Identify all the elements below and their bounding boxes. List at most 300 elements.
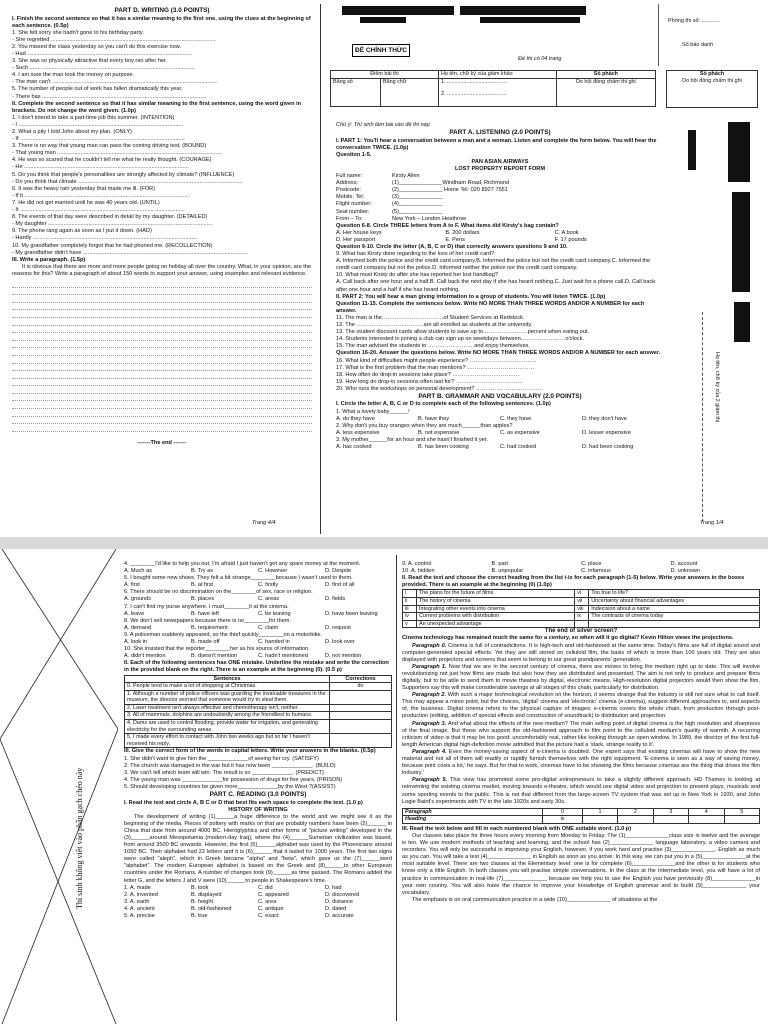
part-c-intro: I. Read the text and circle A, B C or D that best fits each space to complete the text. (1.0 p) [124,799,363,806]
heading-number: ii [403,597,417,605]
part-c-option[interactable]: B. true [191,913,208,919]
candidate-number-label: Số báo danh [682,42,714,48]
paragraph-text: Cinema is full of contradictions. It is high-tech and old-fashioned at the same time. Today's films are full of digital sound and computer-generated special effects. Yet they are still stored on celluloid film, the basis of which is more than 100 years old. They are also displayed with projectors and screens that seem to belong to our great grandparents' generation. [402,642,760,663]
part-c-option[interactable]: B. old-fashioned [191,905,232,912]
paragraph-line[interactable] [12,386,312,394]
redacted-header-4 [480,17,580,23]
answer-cell: 2 [618,808,653,816]
part-c-option[interactable]: D. distance [325,898,353,905]
reading-top-option[interactable]: 9. A. control [402,561,432,567]
form-value[interactable]: New York – London Heathrow [392,215,467,222]
heading-number: i [403,590,417,598]
error-section-title: II. Each of the following sentences has ONE mistake. Underline the mistake and write the correction in the provided blank on the right. There is an example at the beginning (0). (0.5 p) [124,660,389,674]
part-c-option[interactable]: D. discovered [325,891,360,898]
error-row [125,712,392,720]
q6-8-option[interactable]: D. Her passport [336,236,376,243]
rewrite-answer-line[interactable]: - There has .......................................................................................................... [12,93,207,100]
paragraph-label: Paragraph 0. [412,642,449,649]
error-sentence: 4. Dams are used to control flooding, provide water for irrigation, and generating electricity for the surrounding areas. [125,720,330,734]
answer-cell: 4 [689,808,724,816]
q9-option[interactable]: B. Informed the police but not the credit card company. [476,258,612,265]
b1-option[interactable]: D. they don't have [582,415,627,422]
grammar-option[interactable]: C. be leaving [258,610,291,617]
listening-page [336,122,664,527]
part-c-option[interactable]: 5. A. precise [124,913,155,919]
reading-top-option[interactable]: C. place [581,561,602,567]
grammar-question: 7. I can't find my purse anywhere. I must________it at the cinema. [124,603,289,610]
grammar-items [124,561,392,660]
grammar-option[interactable]: B. at first [191,582,214,589]
part-c-option[interactable]: C. area [258,898,277,905]
heading-number: ix [575,613,589,621]
grammar-option[interactable]: B. doesn't mention [191,653,238,660]
b2-options [336,430,664,437]
transform-question: 7. He did not get married until he was 40 years old. (UNTIL) [12,199,160,206]
heading-number: vii [575,597,589,605]
part-c-option[interactable]: D. dated [325,905,347,912]
answer-cell[interactable] [724,816,759,824]
bottom-column-divider [396,555,397,1021]
part-b-title: PART B. GRAMMAR AND VOCABULARY (2.0 POINTS) [418,392,582,400]
writing-sec1-title: I. Finish the second sentence so that it has a similar meaning to the first one, using the clues at the beginning of each sentence. (0.5p) [12,15,311,29]
transform-answer-line[interactable]: - If .......................................................................................................... [12,136,185,143]
paragraph-label: Paragraph 3. [412,720,448,727]
paragraph-label: Paragraph 1. [412,663,449,670]
grammar-option[interactable]: B. made off [191,639,220,646]
b3-option[interactable]: B. has been cooking [418,444,469,451]
rewrite-answer-line[interactable]: - Such .......................................................................................................... [12,65,195,72]
q6-8-option[interactable]: F. 17 pounds [554,236,587,243]
grammar-option[interactable]: B. places [191,596,215,603]
answer-cell: 5 [724,808,759,816]
part-c-option[interactable]: B. displayed [191,891,222,898]
heading-row [403,597,760,605]
form-title-2: LOST PROPERTY REPORT FORM [454,165,546,172]
transform-question: 3. There is no way that young man can pass the coming driving test. (BOUND) [12,143,207,150]
no-write-zone-label: Thí sinh không viết vào phần gạch chéo này [75,767,84,909]
q9-option[interactable]: D. Informed neither the police nor the credit card company. [432,265,578,272]
rewrite-question: 4. I am sure the man took the money on purpose. [12,72,135,79]
part-c-option[interactable]: 4. A. ancient [124,905,155,912]
b1-option[interactable]: C. they have [500,415,532,422]
part-c-option[interactable]: C. exact [258,913,279,919]
paragraph-line[interactable] [12,326,312,334]
error-col-corrections: Corrections [330,675,392,683]
grammar-question: 4. ________I'd like to help you out, I'm afraid I just haven't got any spare money at the moment. [124,561,361,567]
side-header-box [658,4,758,66]
form-value[interactable]: (1)______________Windham Road, Richmond [392,180,510,187]
error-row [125,704,392,712]
form-value[interactable]: (5)______________ [392,208,443,215]
error-correction[interactable] [330,720,392,734]
q10-option[interactable]: B. Call back the next day if she has heard nothing. [429,279,555,286]
grammar-page [124,561,392,1021]
heading-text: The history of cinema [417,597,575,605]
form-label: Seat number: [336,208,370,215]
headings-table [402,589,760,628]
paragraph-text: With such a major technological revolution on the horizon, it seems strange that the industry is still not sure what to call itself. This may appear a minor point, but the choices, 'digital' cinema and 'electronic' cinema (e-cinema), suggest different approaches to, and aspects of, the business. Digital cinema refers to the physical capture of images; e-cinema covers the whole chain, from production through post-production (editing, addition of special effects and construction of soundtrack) to distribution and projection. [402,692,760,720]
q10-text: 10. What must Kirsty do after she has reported her lost handbag? [336,272,498,279]
answer-cell: 0 [543,808,582,816]
transform-question: 2. What a pity I told John about my plan. (ONLY) [12,129,132,135]
q16-20-title: Question 16-20. Answer the questions below. Write NO MORE THAN THREE WORDS AND/OR A NUMBER for each answer. [336,350,661,357]
grammar-option[interactable]: B. have left [191,610,219,617]
side-code-box [666,70,758,108]
answer-note: Chú ý: Thí sinh làm bài vào đề thi này. [336,122,431,128]
q10-option[interactable]: C. Just wait for a phone call. [554,279,625,286]
heading-text: The contrasts of cinema today [589,613,760,621]
part-b-intro: I. Circle the letter A, B, C or D to complete each of the following sentences. (1.0p) [336,401,551,408]
grammar-option[interactable]: D. request [325,624,351,631]
b3-option[interactable]: C. had cooked [500,444,537,451]
b3-option[interactable]: A. has cooked [336,444,372,451]
grammar-option[interactable]: A. Much as [124,568,152,575]
transform-answer-line[interactable]: - He .......................................................................................................... [12,164,189,171]
error-correction[interactable] [330,704,392,712]
word-form-item: 5. Should developing countries be given more_____________by the West ?(ASSIST) [124,783,336,790]
b2-option[interactable]: A. less expensive [336,429,380,436]
grammar-option[interactable]: A. demand [124,624,152,631]
form-row [336,187,664,194]
part-c-option-row [124,906,392,913]
heading-row [403,620,760,628]
listening-p1-question: Question 1-5. [336,151,372,158]
answer-cell: 1 [582,808,617,816]
heading-row [403,605,760,613]
grammar-option[interactable]: A. first [124,582,140,589]
heading-text: Integrating other events into cinema [417,605,575,613]
q16-20-item: 17. What is the first problem that the man mentions? ……………………………… [336,364,535,371]
error-col-sentences: Sentences [125,675,330,683]
b2-option[interactable]: C. as expensive [500,429,540,436]
margin-vertical-rule [702,312,703,522]
transform-answer-line[interactable]: - It .......................................................................................................... [12,207,185,214]
form-row [336,209,664,216]
grammar-question: 10. She insisted that the reporter________her as his source of information. [124,646,310,653]
b2-option[interactable]: D. lesser expensive [582,429,631,436]
q6-8-option[interactable]: E. Pens [445,236,465,243]
error-row [125,720,392,734]
grammar-options [124,596,392,603]
q9-10-title: Question 9-10. Circle the letter (A, B, C or D) that correctly answers questions 9 and 10. [336,244,568,250]
paragraph-line[interactable] [12,401,312,409]
error-row [125,690,392,704]
cloze-tail: The emphasis is on oral communication practice in a wide (10)______________ of situations at the [412,896,658,903]
header-block [330,4,760,122]
heading-text [589,620,760,628]
paragraph-line[interactable] [12,371,312,379]
side-code-label: Số phách [699,71,725,77]
form-label: Postcode: [336,187,361,194]
part-c-option[interactable]: D. had [325,884,342,891]
grammar-option[interactable]: D. fields [325,596,346,603]
q11-15-item: 12. The ………………………………are all enrolled as students at the university. [336,322,533,329]
listening-p2-intro: II. PART 2: You will hear a man giving information to a group of students. You will listen TWICE. (1.0p) [336,293,606,300]
answer-row-label: Paragraph [403,808,543,816]
score-label: Điểm bài thi [331,71,439,79]
q6-8-options [336,230,664,244]
margin-redact-1 [688,130,696,170]
side-code-note: Do hội đồng chấm thi ghi [682,78,742,84]
part-c-option-row [124,885,392,892]
rewrite-answer-line[interactable]: - She regretted .......................................................................................................... [12,36,216,43]
paragraph-line[interactable] [12,303,312,311]
paragraph-label: Paragraph 4. [412,748,449,755]
part-c-option[interactable]: C. did [258,884,273,891]
grammar-option[interactable]: B. requirement [191,624,228,631]
heading-number: iv [403,613,417,621]
grammar-option[interactable]: C. claim [258,624,279,631]
part-c-option[interactable]: 2. A. invented [124,891,158,898]
grammar-question: 9. A policeman suddenly appeared, so the thief quickly________on a motorbike. [124,631,323,638]
part-c-option[interactable]: 1. A. made [124,884,151,891]
writing-answer-lines[interactable] [12,280,312,432]
grammar-option[interactable]: D. not mention [325,653,362,660]
form-value[interactable]: (3)______________ [392,194,443,201]
error-row [125,683,392,691]
column-divider [320,4,321,534]
reading-top-option[interactable]: B. unpopular [491,568,524,575]
paragraph-text: And what about the effects of the new medium? The main selling point of digital cinema is the high resolution and sharpness of the final image. But those who support the old-fashioned approach to film point to the celluloid medium's quality of warmth. A recurring criticism of video is that it may be too good: uncomfortably real, rather like looking through an open window. In 1989, the director of the first full-length American digital high-definition movie admitted that the picture had a 'stark, strange reality to it'. [402,720,760,748]
paragraph-line[interactable] [12,364,312,372]
grammar-option[interactable]: A. grounds [124,596,152,603]
b2-text: 2. Why don't you buy oranges when they are much______than apples? [336,422,513,429]
form-row [336,201,664,208]
grammar-options [124,653,392,660]
reading-paragraph [402,721,760,749]
paragraph-line[interactable] [12,288,312,296]
part-c-option[interactable]: C. appeared [258,891,289,898]
part-c-option[interactable]: B. took [191,884,209,891]
listening-part-title: PART A. LISTENING (2.0 POINTS) [449,129,551,137]
exam-room-label: Phòng thi số: ............ [668,18,720,24]
heading-row [403,590,760,598]
heading-number [575,620,589,628]
b3-option[interactable]: D. had been cooking [582,444,634,451]
paragraph-line[interactable] [12,295,312,303]
exam-sheet-bottom [0,549,768,1024]
q10-option[interactable]: D. Call back after one hour and a half if she has heard nothing. [336,279,656,293]
transform-question: 10. My grandfather completely forgot that he had phoned me. (RECOLLECTION) [12,242,213,249]
form-value[interactable]: Kirsty Allen [392,173,420,180]
invigilator-note: Họ tên, chữ ký của 2 giám thị [714,352,720,423]
grammar-options [124,611,392,618]
grammar-option[interactable]: D. first of all [325,582,355,589]
part-c-option[interactable]: B. height [191,898,214,905]
writing-part-title: PART D. WRITING (3.0 POINTS) [114,7,210,14]
error-sentence: 3. All of mammals, dolphins are undoubtedly among the friendliest to humans. [125,712,330,720]
q16-20-item: 20. Who runs the workshops on personal development? ……………………………… [336,385,544,392]
paragraph-line[interactable] [12,280,312,288]
paragraph-line[interactable] [12,394,312,402]
margin-redact-4 [734,302,750,342]
page-number-right: Trang 1/4 [700,520,724,526]
q6-8-option[interactable]: A. Her house keys [336,229,382,236]
answer-cell[interactable] [689,816,724,824]
transform-question: 1. I don't intend to take a part-time job this summer. (INTENTION) [12,114,175,121]
error-correction[interactable] [330,712,392,720]
form-value[interactable]: (2)______________ Home Tel: 020 8927 7651 [392,187,508,194]
paragraph-line[interactable] [12,417,312,425]
form-label: Address: [336,180,359,187]
rewrite-answer-line[interactable]: - Had .......................................................................................................... [12,50,192,57]
transform-answer-line[interactable]: - I .......................................................................................................... [12,121,184,128]
grammar-option[interactable]: C. hadn't mentioned [258,653,308,660]
transform-answer-line[interactable]: - Hardly .......................................................................................................... [12,235,198,242]
answer-cell[interactable]: ix [543,816,582,824]
grammar-option[interactable]: D. have been leaving [325,610,378,617]
paragraph-text: This view has promoted some pro-digital entrepreneurs to take a slightly different approach. HD Thames is looking at reinventing the existing cinema market, moving towards e-theatre, which would use digital video and projection to present plays, musicals and some sporting events to the public. This is not that different from the large-screen TV system that was set up in New York in 1930, and John Logie Baird's experiments with TV in the late 1920s and early 30s. [402,777,760,805]
error-sentence: 1. Although a number of police officers was guarding the invaluable treasures in the museum, the director worried that someone would try to steal them. [125,690,330,704]
answer-row [403,816,760,824]
rewrite-question: 5. The number of people out of work has fallen dramatically this year. [12,86,183,93]
grammar-option[interactable]: C. firstly [258,582,279,589]
form-value[interactable]: (4)______________ [392,201,443,208]
grammar-options [124,568,392,575]
heading-row [403,613,760,621]
form-label: Full name: [336,173,363,180]
b1-option[interactable]: B. have they [418,415,450,422]
paragraph-line[interactable] [12,318,312,326]
writing-sec3-prompt: It is obvious that there are more and more people going on holiday all over the country. What, in your opinion, are the reasons for this? Write a paragraph of about 150 words to support your answer, using examples and relevant evidence. [12,263,312,277]
word-form-item: 1. She didn't want to give him the _____________of seeing her cry. (SATISFY) [124,755,319,762]
code-note: Do hội đồng chấm thi ghi [556,78,655,106]
error-correction[interactable] [330,734,392,748]
answer-cell[interactable] [582,816,617,824]
score-numeric[interactable]: Bằng số [331,78,381,106]
grammar-option[interactable]: D. look over [325,639,355,646]
grammar-option[interactable]: C. handed in [258,639,290,646]
grammar-option[interactable]: D. Despite [325,568,352,575]
part-c-option-row [124,892,392,899]
grammar-option[interactable]: C. areas [258,596,280,603]
the-end-marker: -------The end ------- [137,439,187,446]
lost-property-form [336,173,664,223]
redacted-header-1 [342,6,454,15]
grammar-option[interactable]: B. Try as [191,568,214,575]
q6-8-option[interactable]: C. A book [554,229,579,236]
part-c-text: The development of writing (1)______a huge difference to the world and we might see it as the beginning of the media. Pieces of pottery with marks on that are probably numbers have been (2)______ in China that date from around 4000 BC. Hieroglyphics and other forms of "picture writing" developed in the (3)______around Mesopotamia (modern-day Iraq), where the (4)______Sumerian civilization was based, from around 3500 BC onwards. However, the first (5)______alphabet was used by the Phoenicians around 1050 BC. Their alphabet had 22 letters and it is (6)______ that it lasted for 1000 years. The first two signs were called "aleph", which in Greek became "alpha" and "beta", which gave us the (7)______word "alphabet". The modern European alphabet is based on the Greek and (8)______to other European countries under the Romans. A number of changes took (9)______as time passed. The Romans added the letter G, and the letters J and V were (10)______to people in Shakespeare's time. [124,813,392,884]
paragraph-line[interactable] [12,424,312,432]
q9-option[interactable]: A. Informed both the police and the credit card company. [336,258,477,265]
transform-answer-line[interactable]: - My grandfather didn't have .......................................................................................................... [12,249,248,256]
q16-20-item: 19. How long do drop-in sessions often last for? ……………………………… [336,378,523,385]
heading-number: v [403,620,417,628]
transform-answer-line[interactable]: - Do you think that climate .......................................................................................................... [12,178,243,185]
transform-answer-line[interactable]: - My daughter .......................................................................................................... [12,221,213,228]
q11-15-item: 13. The student discount cards allow students to save up to……………………percent when eating out. [336,329,589,336]
reading-top-option[interactable]: D. account [670,561,698,567]
reading-paragraph [402,664,760,692]
part-c-option[interactable]: D. accurate [325,913,354,919]
reading-top-option[interactable]: B. part [491,561,508,567]
part-c-subtitle: HISTORY OF WRITING [228,806,288,813]
rewrite-question: 3. She was so physically attractive that every boy ran after her. [12,58,168,65]
paragraph-line[interactable] [12,341,312,349]
error-row [125,734,392,748]
writing-sec2-list [12,115,312,257]
paragraph-line[interactable] [12,348,312,356]
listening-p1-intro: I. PART 1: You'll hear a conversation between a man and a woman. Listen and complete the form below. You will hear the conversation TWICE. (1.0p) [336,137,657,151]
part-c-option-row [124,913,392,920]
answer-cell[interactable] [653,816,688,824]
reading-paragraphs [402,643,760,806]
word-form-item: 2. The church was damaged in the war but it has now been _____________. (BUILD) [124,762,336,769]
page-number-left: Trang 4/4 [252,520,276,526]
paragraph-line[interactable] [12,409,312,417]
grammar-option[interactable]: A. didn't mention [124,653,166,660]
cloze-text: Our classes take place for three hours every morning from Monday to Friday. The (1)______________class size is twelve and the average is ten. We use modern methods of teaching and learning, and the school has (2)______________ language laboratory, a video camera and recorders. You will only be successful in improving your English, however, if you work hard and practise (3)______________. English as much as you can. You will take a test (4)______________ in English as soon as you arrive. In this way, we can put you in a (5)______________at the most suitable level. There are two classes at the Elementary level: one is for complete (6)______________and the other is for students who know only a little English. In both classes you will practise simple conversations. In the class at the Intermediate level, you will have a lot of practice in communication in real-life (7)______________ because we help you to use the English you have previously (8)______________in your own country. You will also have the chance to improve your knowledge of English grammar and to build (9)______________ your vocabulary. [402,832,760,896]
word-form-list [124,756,392,791]
paragraph-text: Even the money-saving aspect of e-cinema is doubted. One expert says that existing cinemas will have to show the new material and not all of them will readily or rapidly furnish themselves with the right equipment. 'E-cinema is seen as a way of saving money, because print costs a lot,' he says. But for that to work, cinemas have to be showing the films because cinemas are the thing that drives the film industry.' [402,748,760,777]
heading-number: viii [575,605,589,613]
b1-option[interactable]: A. do they have [336,415,375,422]
part-c-option[interactable]: 3. A. earth [124,898,150,905]
error-correction[interactable] [330,690,392,704]
q11-15-item: 15. The man advised the students to …………………… and enjoy themselves. [336,343,530,350]
transform-question: 5. Do you think that people's personalities are strongly affected by climate? (INFLUENCE) [12,171,235,178]
redacted-header-2 [360,17,406,23]
score-words[interactable]: Bằng chữ [381,78,439,106]
grammar-option[interactable]: A. look in [124,639,148,646]
q6-8-title: Question 6-8. Circle THREE letters from A to F. What items did Kirsty's bag contain? [336,222,559,229]
rewrite-answer-line[interactable]: - The man can't .......................................................................................................... [12,79,217,86]
reading-paragraph [402,692,760,720]
transform-answer-line[interactable]: - That young man .......................................................................................................... [12,150,223,157]
error-sentence: 2. Laser treatment isn't always effective and chemotherapy isn't, neither. [125,704,330,712]
paragraph-line[interactable] [12,379,312,387]
paragraph-line[interactable] [12,310,312,318]
writing-sec1-list [12,30,312,101]
answer-row-label: Heading [403,816,543,824]
answer-cell[interactable] [618,816,653,824]
paragraph-line[interactable] [12,333,312,341]
q6-8-option[interactable]: B. 200 dollars [445,229,480,236]
q9-option[interactable]: C. Informed the credit card company but not the police. [336,258,651,272]
examiner-1[interactable]: 1. ........................................ [441,78,507,85]
error-correction[interactable]: do [330,683,392,691]
reading-paragraph [402,777,760,805]
redacted-header-3 [460,6,586,15]
transform-question: 8. The events of that day were described in detail by my daughter. (DETAILED) [12,214,208,221]
part-c-option[interactable]: C. antique [258,905,284,912]
b2-option[interactable]: B. not expensive [418,429,460,436]
examiner-2[interactable]: 2. ........................................ [441,91,507,98]
grammar-option[interactable]: C. However [258,568,288,575]
reading-paragraph [402,643,760,664]
q9-text: 9. What has Kirsty done regarding to the loss of her credit card? [336,251,495,258]
transform-answer-line[interactable]: - If it .......................................................................................................... [12,192,190,199]
reading-top-option[interactable]: 10. A. hidden [402,568,435,575]
error-sentence: 0. People tend to make a lot of shopping at Christmas. [125,683,330,691]
q10-option[interactable]: A. Call back after one hour and a half. [336,279,430,286]
page-count-note: Đề thi có 04 trang [518,56,562,62]
q16-20-list [336,358,664,393]
grammar-question: 8. We don't sell newspapers because there is no________for them. [124,617,292,624]
q11-15-item: 11. The man is the……………………………of Student Services at Redstock. [336,314,525,321]
grammar-options [124,639,392,646]
paragraph-line[interactable] [12,356,312,364]
grammar-option[interactable]: A. leave [124,610,145,617]
reading-top-options [402,561,760,575]
heading-number: vi [575,590,589,598]
reading-paragraph [402,749,760,777]
grammar-question: 6. There should be no discrimination on the________of sex, race or religion. [124,589,313,596]
reading-top-option[interactable]: D. unknown [670,568,701,575]
margin-redact-2 [728,122,750,182]
q11-15-list [336,315,664,350]
reading-top-option[interactable]: C. infamous [581,568,611,575]
